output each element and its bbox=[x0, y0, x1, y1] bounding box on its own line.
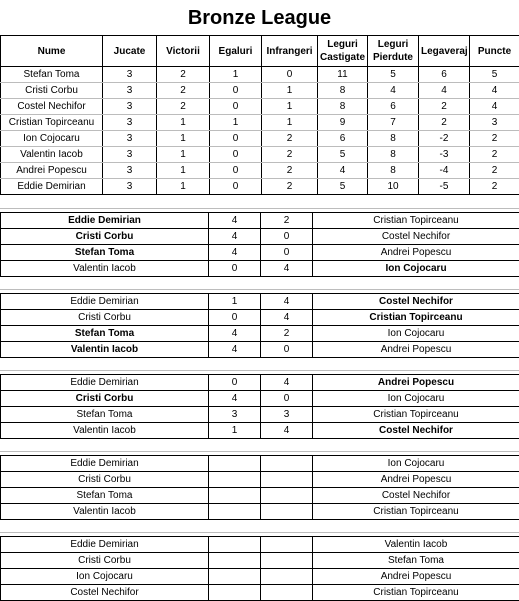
home-player-cell: Cristi Corbu bbox=[1, 229, 209, 245]
stat-cell: 5 bbox=[470, 67, 519, 83]
home-player-cell: Cristi Corbu bbox=[1, 310, 209, 326]
home-player-cell: Stefan Toma bbox=[1, 488, 209, 504]
match-row bbox=[1, 310, 519, 326]
match-row bbox=[1, 488, 519, 504]
stat-cell: 3 bbox=[103, 115, 157, 131]
standings-row bbox=[1, 83, 519, 99]
stat-cell: 7 bbox=[368, 115, 419, 131]
standings-row bbox=[1, 131, 519, 147]
home-player-cell: Valentin Iacob bbox=[1, 423, 209, 439]
player-name-cell: Andrei Popescu bbox=[1, 163, 103, 179]
standings-row bbox=[1, 147, 519, 163]
standings-row bbox=[1, 163, 519, 179]
standings-header-cell: Nume bbox=[1, 36, 103, 67]
home-player-cell: Valentin Iacob bbox=[1, 504, 209, 520]
away-score-cell bbox=[261, 585, 313, 601]
stat-cell: 2 bbox=[470, 147, 519, 163]
away-score-cell bbox=[261, 537, 313, 553]
match-row bbox=[1, 553, 519, 569]
away-player-cell: Ion Cojocaru bbox=[313, 326, 519, 342]
home-player-cell: Cristi Corbu bbox=[1, 472, 209, 488]
stat-cell: 4 bbox=[419, 83, 470, 99]
stat-cell: 2 bbox=[157, 99, 210, 115]
stat-cell: 1 bbox=[157, 179, 210, 195]
home-player-cell: Valentin Iacob bbox=[1, 342, 209, 358]
stat-cell: 5 bbox=[318, 147, 368, 163]
home-score-cell bbox=[209, 537, 261, 553]
away-score-cell bbox=[261, 488, 313, 504]
home-score-cell bbox=[209, 488, 261, 504]
stat-cell: 0 bbox=[210, 179, 262, 195]
match-row bbox=[1, 585, 519, 601]
player-name-cell: Ion Cojocaru bbox=[1, 131, 103, 147]
home-score-cell: 3 bbox=[209, 407, 261, 423]
away-score-cell bbox=[261, 456, 313, 472]
player-name-cell: Eddie Demirian bbox=[1, 179, 103, 195]
stat-cell: 3 bbox=[103, 147, 157, 163]
match-row bbox=[1, 537, 519, 553]
stat-cell: 2 bbox=[419, 99, 470, 115]
standings-row bbox=[1, 99, 519, 115]
home-score-cell: 0 bbox=[209, 310, 261, 326]
stat-cell: 8 bbox=[368, 147, 419, 163]
home-score-cell: 4 bbox=[209, 326, 261, 342]
round-separator bbox=[0, 370, 519, 371]
standings-header-cell: Infrangeri bbox=[262, 36, 318, 67]
away-score-cell: 0 bbox=[261, 229, 313, 245]
home-player-cell: Costel Nechifor bbox=[1, 585, 209, 601]
round-separator bbox=[0, 451, 519, 452]
stat-cell: -3 bbox=[419, 147, 470, 163]
away-score-cell: 4 bbox=[261, 423, 313, 439]
home-player-cell: Eddie Demirian bbox=[1, 537, 209, 553]
standings-header-row bbox=[1, 36, 519, 67]
stat-cell: 4 bbox=[470, 83, 519, 99]
player-name-cell: Valentin Iacob bbox=[1, 147, 103, 163]
away-score-cell bbox=[261, 569, 313, 585]
stat-cell: 2 bbox=[262, 163, 318, 179]
match-row bbox=[1, 472, 519, 488]
home-player-cell: Eddie Demirian bbox=[1, 456, 209, 472]
home-player-cell: Stefan Toma bbox=[1, 407, 209, 423]
home-player-cell: Stefan Toma bbox=[1, 326, 209, 342]
away-score-cell: 4 bbox=[261, 261, 313, 277]
away-score-cell: 2 bbox=[261, 326, 313, 342]
stat-cell: 3 bbox=[470, 115, 519, 131]
match-row bbox=[1, 294, 519, 310]
standings-row bbox=[1, 115, 519, 131]
standings-row bbox=[1, 179, 519, 195]
stat-cell: 5 bbox=[368, 67, 419, 83]
home-score-cell: 0 bbox=[209, 375, 261, 391]
home-player-cell: Cristi Corbu bbox=[1, 391, 209, 407]
stat-cell: 0 bbox=[210, 99, 262, 115]
home-score-cell: 1 bbox=[209, 423, 261, 439]
stat-cell: 2 bbox=[157, 67, 210, 83]
stat-cell: 3 bbox=[103, 179, 157, 195]
stat-cell: 1 bbox=[157, 163, 210, 179]
round-separator bbox=[0, 289, 519, 290]
stat-cell: 6 bbox=[318, 131, 368, 147]
stat-cell: 9 bbox=[318, 115, 368, 131]
away-score-cell: 0 bbox=[261, 245, 313, 261]
round-table bbox=[0, 374, 519, 439]
stat-cell: 4 bbox=[368, 83, 419, 99]
away-score-cell: 4 bbox=[261, 310, 313, 326]
away-player-cell: Stefan Toma bbox=[313, 553, 519, 569]
home-player-cell: Eddie Demirian bbox=[1, 213, 209, 229]
standings-header-cell: Puncte bbox=[470, 36, 519, 67]
standings-header-cell: Leguri Castigate bbox=[318, 36, 368, 67]
stat-cell: 1 bbox=[210, 115, 262, 131]
stat-cell: 0 bbox=[262, 67, 318, 83]
standings-table bbox=[0, 35, 519, 195]
home-score-cell bbox=[209, 585, 261, 601]
stat-cell: 10 bbox=[368, 179, 419, 195]
round-separator bbox=[0, 532, 519, 533]
home-score-cell: 1 bbox=[209, 294, 261, 310]
away-player-cell: Cristian Topirceanu bbox=[313, 585, 519, 601]
stat-cell: -4 bbox=[419, 163, 470, 179]
player-name-cell: Stefan Toma bbox=[1, 67, 103, 83]
away-score-cell: 3 bbox=[261, 407, 313, 423]
match-row bbox=[1, 569, 519, 585]
stat-cell: 2 bbox=[470, 163, 519, 179]
match-row bbox=[1, 213, 519, 229]
home-player-cell: Stefan Toma bbox=[1, 245, 209, 261]
stat-cell: 2 bbox=[262, 131, 318, 147]
home-score-cell: 4 bbox=[209, 245, 261, 261]
match-row bbox=[1, 504, 519, 520]
round-table bbox=[0, 293, 519, 358]
away-player-cell: Costel Nechifor bbox=[313, 294, 519, 310]
stat-cell: 8 bbox=[318, 83, 368, 99]
stat-cell: 1 bbox=[262, 83, 318, 99]
away-player-cell: Valentin Iacob bbox=[313, 537, 519, 553]
home-player-cell: Valentin Iacob bbox=[1, 261, 209, 277]
away-player-cell: Costel Nechifor bbox=[313, 488, 519, 504]
away-player-cell: Andrei Popescu bbox=[313, 375, 519, 391]
match-row bbox=[1, 229, 519, 245]
stat-cell: 11 bbox=[318, 67, 368, 83]
stat-cell: 0 bbox=[210, 131, 262, 147]
stat-cell: 8 bbox=[318, 99, 368, 115]
home-score-cell: 4 bbox=[209, 342, 261, 358]
away-player-cell: Andrei Popescu bbox=[313, 569, 519, 585]
stat-cell: 6 bbox=[419, 67, 470, 83]
stat-cell: 3 bbox=[103, 163, 157, 179]
stat-cell: 1 bbox=[157, 115, 210, 131]
standings-header-cell: Leguri Pierdute bbox=[368, 36, 419, 67]
stat-cell: 8 bbox=[368, 163, 419, 179]
away-player-cell: Ion Cojocaru bbox=[313, 261, 519, 277]
standings-header-cell: Jucate bbox=[103, 36, 157, 67]
player-name-cell: Costel Nechifor bbox=[1, 99, 103, 115]
standings-header-cell: Victorii bbox=[157, 36, 210, 67]
away-player-cell: Andrei Popescu bbox=[313, 342, 519, 358]
match-row bbox=[1, 326, 519, 342]
stat-cell: 1 bbox=[157, 147, 210, 163]
away-player-cell: Cristian Topirceanu bbox=[313, 407, 519, 423]
away-player-cell: Costel Nechifor bbox=[313, 229, 519, 245]
home-player-cell: Ion Cojocaru bbox=[1, 569, 209, 585]
stat-cell: 3 bbox=[103, 131, 157, 147]
player-name-cell: Cristi Corbu bbox=[1, 83, 103, 99]
stat-cell: 5 bbox=[318, 179, 368, 195]
stat-cell: -5 bbox=[419, 179, 470, 195]
home-player-cell: Eddie Demirian bbox=[1, 294, 209, 310]
away-player-cell: Cristian Topirceanu bbox=[313, 213, 519, 229]
stat-cell: 8 bbox=[368, 131, 419, 147]
away-score-cell bbox=[261, 472, 313, 488]
stat-cell: 2 bbox=[419, 115, 470, 131]
stat-cell: 1 bbox=[262, 99, 318, 115]
match-row bbox=[1, 423, 519, 439]
home-player-cell: Cristi Corbu bbox=[1, 553, 209, 569]
home-score-cell: 4 bbox=[209, 229, 261, 245]
stat-cell: 6 bbox=[368, 99, 419, 115]
standings-header-cell: Legaveraj bbox=[419, 36, 470, 67]
standings-header-cell: Egaluri bbox=[210, 36, 262, 67]
away-player-cell: Costel Nechifor bbox=[313, 423, 519, 439]
away-player-cell: Ion Cojocaru bbox=[313, 391, 519, 407]
home-player-cell: Eddie Demirian bbox=[1, 375, 209, 391]
match-row bbox=[1, 245, 519, 261]
match-row bbox=[1, 375, 519, 391]
stat-cell: 0 bbox=[210, 147, 262, 163]
away-score-cell: 2 bbox=[261, 213, 313, 229]
home-score-cell bbox=[209, 456, 261, 472]
away-score-cell: 4 bbox=[261, 294, 313, 310]
match-row bbox=[1, 261, 519, 277]
stat-cell: 1 bbox=[262, 115, 318, 131]
home-score-cell bbox=[209, 472, 261, 488]
away-player-cell: Cristian Topirceanu bbox=[313, 504, 519, 520]
stat-cell: 3 bbox=[103, 83, 157, 99]
stat-cell: 2 bbox=[157, 83, 210, 99]
home-score-cell bbox=[209, 569, 261, 585]
stat-cell: 4 bbox=[318, 163, 368, 179]
home-score-cell: 0 bbox=[209, 261, 261, 277]
stat-cell: 4 bbox=[470, 99, 519, 115]
away-player-cell: Andrei Popescu bbox=[313, 245, 519, 261]
match-row bbox=[1, 391, 519, 407]
stat-cell: 2 bbox=[262, 147, 318, 163]
away-score-cell: 4 bbox=[261, 375, 313, 391]
player-name-cell: Cristian Topirceanu bbox=[1, 115, 103, 131]
home-score-cell bbox=[209, 553, 261, 569]
away-score-cell bbox=[261, 504, 313, 520]
stat-cell: -2 bbox=[419, 131, 470, 147]
match-row bbox=[1, 456, 519, 472]
stat-cell: 2 bbox=[470, 179, 519, 195]
stat-cell: 0 bbox=[210, 163, 262, 179]
away-score-cell: 0 bbox=[261, 391, 313, 407]
home-score-cell: 4 bbox=[209, 213, 261, 229]
page-title: Bronze League bbox=[0, 0, 519, 35]
standings-row bbox=[1, 67, 519, 83]
stat-cell: 2 bbox=[470, 131, 519, 147]
stat-cell: 3 bbox=[103, 67, 157, 83]
match-row bbox=[1, 342, 519, 358]
round-table bbox=[0, 536, 519, 601]
stat-cell: 2 bbox=[262, 179, 318, 195]
stat-cell: 1 bbox=[157, 131, 210, 147]
home-score-cell bbox=[209, 504, 261, 520]
away-player-cell: Andrei Popescu bbox=[313, 472, 519, 488]
away-player-cell: Cristian Topirceanu bbox=[313, 310, 519, 326]
away-score-cell bbox=[261, 553, 313, 569]
stat-cell: 1 bbox=[210, 67, 262, 83]
round-table bbox=[0, 212, 519, 277]
round-table bbox=[0, 455, 519, 520]
home-score-cell: 4 bbox=[209, 391, 261, 407]
stat-cell: 0 bbox=[210, 83, 262, 99]
round-separator bbox=[0, 208, 519, 209]
away-player-cell: Ion Cojocaru bbox=[313, 456, 519, 472]
match-row bbox=[1, 407, 519, 423]
stat-cell: 3 bbox=[103, 99, 157, 115]
away-score-cell: 0 bbox=[261, 342, 313, 358]
